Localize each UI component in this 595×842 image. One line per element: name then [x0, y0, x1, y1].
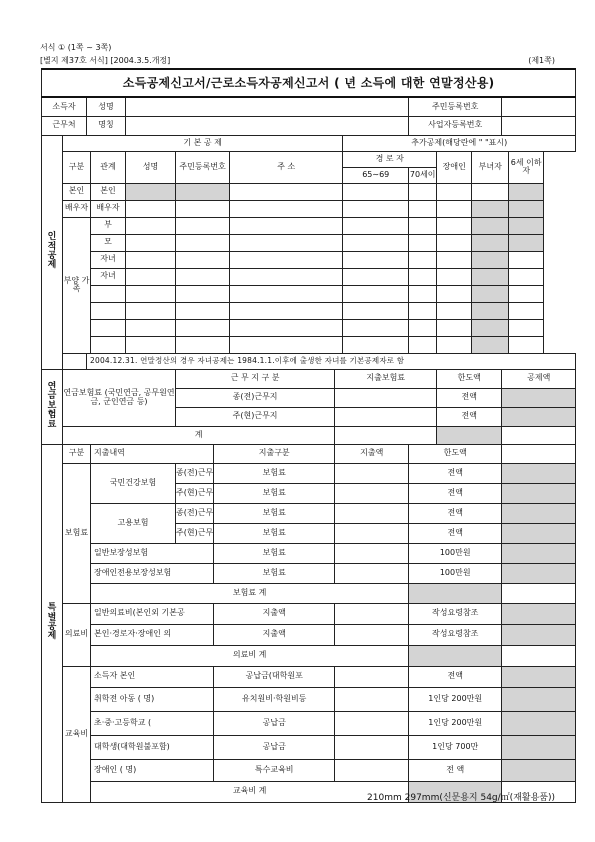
- rrn-label: 주민등록번호: [409, 97, 502, 116]
- biz-no-field[interactable]: [502, 116, 576, 135]
- pension-col-limit: 한도액: [437, 369, 502, 388]
- name-label: 성명: [87, 97, 126, 116]
- insurance-total: 보험료 계: [91, 583, 409, 603]
- spouse-address[interactable]: [230, 200, 343, 217]
- medical-label: 의료비: [63, 603, 91, 666]
- income-earner-label: 소득자: [42, 97, 87, 116]
- col-elder: 경 로 자: [343, 151, 437, 167]
- rel-child-2: 자녀: [91, 268, 126, 285]
- rrn-field[interactable]: [502, 97, 576, 116]
- special-col-kind: 지출구분: [214, 444, 335, 463]
- personal-section-label: 인 적 공 제: [42, 135, 63, 369]
- dependents-label: 부양 가족: [63, 217, 91, 353]
- rel-child-1: 자녀: [91, 251, 126, 268]
- pension-curr-work: 주(현)근무지: [176, 407, 335, 426]
- col-disabled: 장애인: [437, 151, 472, 183]
- biz-no-label: 사업자등록번호: [409, 116, 502, 135]
- rel-mother: 모: [91, 234, 126, 251]
- form-title: 소득공제신고서/근로소득자공제신고서 ( 년 소득에 대한 연말정산용): [42, 69, 576, 97]
- name-field[interactable]: [126, 97, 409, 116]
- row-spouse-type: 배우자: [63, 200, 91, 217]
- disabled-insurance-label: 장애인전용보장성보험: [91, 563, 214, 583]
- row-self-rel: 본인: [91, 183, 126, 200]
- special-section-label: 특 별 공 제: [42, 444, 63, 802]
- paper-spec-footer: 210mm 297mm(신문용지 54g/㎡(재활용품)): [367, 793, 555, 803]
- special-col-type: 구분: [63, 444, 91, 463]
- health-insurance-label: 국민건강보험: [91, 463, 176, 503]
- special-col-detail: 지출내역: [91, 444, 214, 463]
- form-number: 서식 ① (1쪽 ~ 3쪽): [40, 43, 112, 52]
- pension-prev-work: 종(전)근무지: [176, 388, 335, 407]
- self-woman[interactable]: [472, 183, 509, 200]
- company-name-label: 명칭: [87, 116, 126, 135]
- pension-prev-limit: 전액: [437, 388, 502, 407]
- edu-preschool-label: 취학전 아동 ( 명): [91, 687, 214, 711]
- pension-col-work: 근 무 지 구 분: [176, 369, 335, 388]
- workplace-label: 근무처: [42, 116, 87, 135]
- education-label: 교육비: [63, 666, 91, 802]
- pension-curr-paid[interactable]: [335, 407, 437, 426]
- spouse-rrn[interactable]: [176, 200, 230, 217]
- medical-self-label: 본인·경로자·장애인 의: [91, 624, 214, 645]
- pension-curr-limit: 전액: [437, 407, 502, 426]
- pension-section-label: 연 금 보 험 료: [42, 369, 63, 444]
- company-name-field[interactable]: [126, 116, 409, 135]
- pension-col-paid: 지출보험료: [335, 369, 437, 388]
- edu-disabled-label: 장애인 ( 명): [91, 759, 214, 781]
- col-name: 성명: [126, 151, 176, 183]
- child-deduction-note: 2004.12.31. 연말정산의 경우 자녀공제는 1984.1.1.이후에 출생한 자녀를 기본공제자로 함: [87, 353, 576, 369]
- deduction-form: 소득공제신고서/근로소득자공제신고서 ( 년 소득에 대한 연말정산용) 소득자 성명 주민등록번호 근무처 명칭 사업자등록번호 인 적 공 제 기 본 공 제 추가공제(해당란에 " "표시) 구분 관계 성명 주민등록번호 주 소 경 로 자 장애인 부녀자 6세 이하자 65∼69 70세이 본인 본인 배우자 배우자 부양 가족 부 모 자녀 자녀 2004.12.31. 연말정산의 경우 자녀공제는 1984.1.1.이후에 출생한 자녀를 기본공제자로 함 연 금 보 험 료 연금보험료 (국민연금, 공무원연금, 군인연금 등) 근 무 지 구 분 지출보험료 한도액 공제액 종(전)근무지 전액 주(현)근무지 전액 계 특 별 공 제 구분 지출내역 지출구분 지출액 한도액 보험료 국민건강보험 종(전)근무 보험료 전액 주(현)근무 보험료 전액 고용보험 종(전)근무 보험료 전액 주(현)근무 보험료 전액 일반보장성보험 보험료 100만원 장애인전용보장성보험 보험료 100만원 보험료 계 의료비 일반의료비(본인외 기본공 지출액 작성요령참조 본인·경로자·장애인 의 지출액 작성요령참조 의료비 계 교육비 소득자 본인 공납금(대학원포 전액 취학전 아동 ( 명) 유치원비·학원비등 1인당 200만원 초·중·고등학교 ( 공납금 1인당 200만원 대학생(대학원불포함) 공납금 1인당 700만 장애인 ( 명) 특수교육비 전 액 교육비 계: [41, 68, 576, 803]
- extra-deduction-header: 추가공제(해당란에 " "표시): [343, 135, 576, 151]
- spouse-under6-shaded: [509, 200, 544, 217]
- col-65: 65∼69: [343, 167, 409, 183]
- spouse-woman-shaded: [472, 200, 509, 217]
- medical-general-label: 일반의료비(본인외 기본공: [91, 603, 214, 624]
- education-total: 교육비 계: [91, 781, 409, 802]
- special-col-limit: 한도액: [409, 444, 502, 463]
- self-under6-shaded: [509, 183, 544, 200]
- self-rrn-shaded: [176, 183, 230, 200]
- self-70[interactable]: [409, 183, 437, 200]
- edu-univ-label: 대학생(대학원불포함): [91, 735, 214, 759]
- edu-self-label: 소득자 본인: [91, 666, 214, 687]
- medical-total: 의료비 계: [91, 645, 409, 666]
- self-disabled[interactable]: [437, 183, 472, 200]
- attachment-label: [별지 제37호 서식] [2004.3.5.개정]: [40, 56, 171, 65]
- col-address: 주 소: [230, 151, 343, 183]
- col-under6: 6세 이하자: [509, 151, 544, 183]
- rel-father: 부: [91, 217, 126, 234]
- pension-total: 계: [63, 426, 335, 444]
- self-address[interactable]: [230, 183, 343, 200]
- spouse-name[interactable]: [126, 200, 176, 217]
- col-type: 구분: [63, 151, 91, 183]
- page-label: (제1쪽): [528, 56, 555, 65]
- col-70: 70세이: [409, 167, 437, 183]
- insurance-label: 보험료: [63, 463, 91, 603]
- pension-label: 연금보험료 (국민연금, 공무원연금, 군인연금 등): [63, 369, 176, 426]
- special-col-amount: 지출액: [335, 444, 409, 463]
- basic-deduction-header: 기 본 공 제: [63, 135, 343, 151]
- edu-school-label: 초·중·고등학교 (: [91, 711, 214, 735]
- col-relation: 관계: [91, 151, 126, 183]
- col-woman: 부녀자: [472, 151, 509, 183]
- employment-insurance-label: 고용보험: [91, 503, 176, 543]
- pension-prev-paid[interactable]: [335, 388, 437, 407]
- pension-col-deduct: 공제액: [502, 369, 576, 388]
- general-insurance-label: 일반보장성보험: [91, 543, 214, 563]
- row-spouse-rel: 배우자: [91, 200, 126, 217]
- col-rrn: 주민등록번호: [176, 151, 230, 183]
- self-65[interactable]: [343, 183, 409, 200]
- row-self-type: 본인: [63, 183, 91, 200]
- self-name-shaded: [126, 183, 176, 200]
